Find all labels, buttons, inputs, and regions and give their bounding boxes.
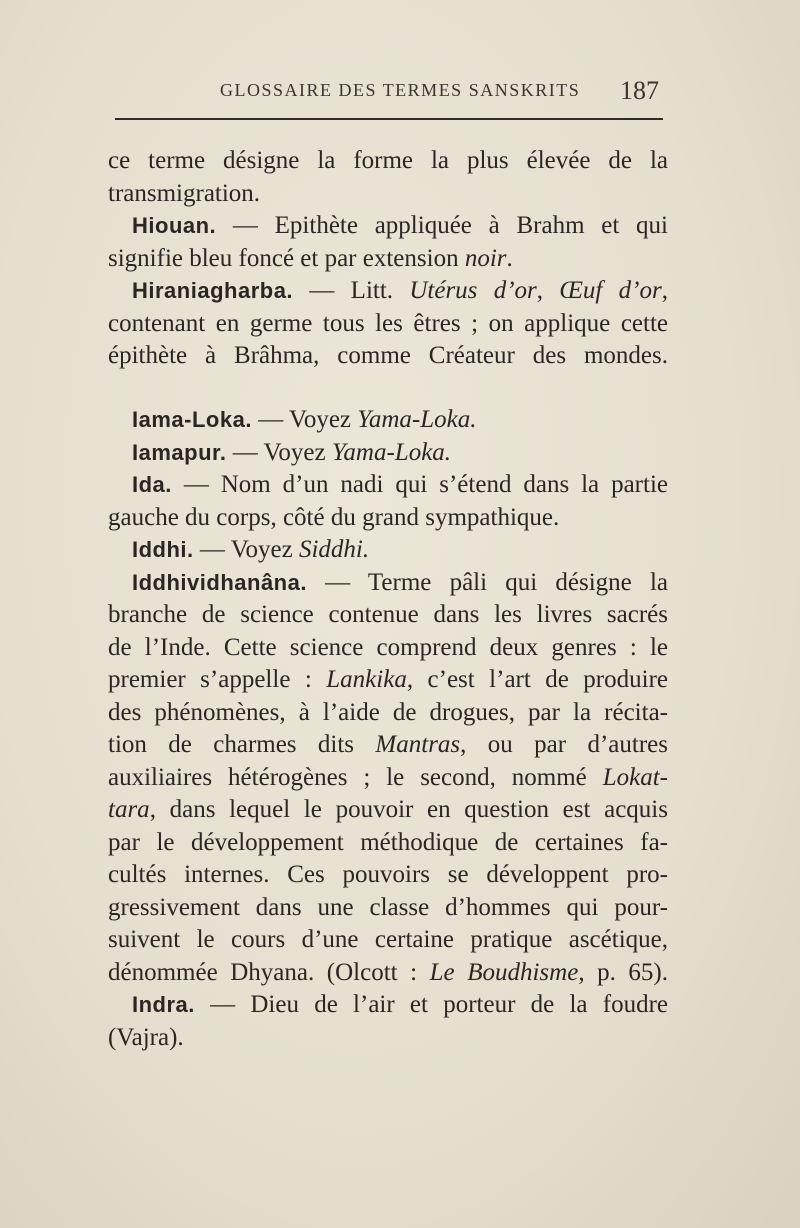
entry-hiouan: Hiouan. — Epithète appliquée à Brahm et qui: [132, 212, 668, 239]
text-line: par le développement méthodique de certaines fa-: [108, 828, 668, 856]
text-line: épithète à Brâhma, comme Créateur des mondes.: [108, 342, 668, 369]
headword: Iamapur.: [132, 439, 227, 465]
headword: Hiouan.: [132, 213, 217, 238]
text-line: cultés internes. Ces pouvoirs se développent pro-: [108, 861, 668, 888]
entry-iama-loka: Iama-Loka. — Voyez Yama-Loka.: [132, 406, 477, 433]
text-line: gressivement dans une classe d’hommes qui pour-: [108, 893, 668, 921]
headword: Indra.: [132, 992, 195, 1017]
text-line: tion de charmes dits Mantras, ou par d’autres: [108, 731, 668, 758]
entry-hiraniagharba: Hiraniagharba. — Litt. Utérus d’or, Œuf d’or,: [132, 277, 668, 304]
glossary-block-h: [108, 145, 668, 373]
headword: Iddhi.: [132, 537, 194, 562]
text-line: des phénomènes, à l’aide de drogues, par la récita-: [108, 698, 668, 726]
text-line: dénommée Dhyana. (Olcott : Le Boudhisme, p. 65).: [108, 958, 668, 986]
text-line: transmigration.: [108, 179, 261, 207]
text-line: premier s’appelle : Lankika, c’est l’art de produire: [108, 666, 669, 693]
entry-indra: Indra. — Dieu de l’air et porteur de la foudre: [132, 991, 668, 1018]
header-rule: [115, 118, 663, 120]
text-line: de l’Inde. Cette science comprend deux genres : le: [108, 633, 668, 661]
page-number: 187: [620, 76, 659, 105]
text-line: auxiliaires hétérogènes ; le second, nommé Lokat-: [108, 763, 668, 791]
text-line: tara, dans lequel le pouvoir en question est acquis: [108, 796, 668, 823]
glossary-block-i: [108, 404, 668, 1054]
text-line: suivent le cours d’une certaine pratique ascétique,: [108, 926, 668, 953]
entry-iddhi: Iddhi. — Voyez Siddhi.: [132, 536, 370, 563]
running-head: GLOSSAIRE DES TERMES SANSKRITS: [220, 80, 581, 100]
text-line: contenant en germe tous les êtres ; on applique cette: [108, 309, 668, 337]
entry-iddhividhanana: Iddhividhanâna. — Terme pâli qui désigne la: [132, 568, 668, 596]
text-line: (Vajra).: [108, 1023, 184, 1051]
headword: Iddhividhanâna.: [132, 569, 307, 595]
headword: Hiraniagharba.: [132, 278, 294, 303]
headword: Ida.: [132, 472, 172, 497]
text-line: branche de science contenue dans les livres sacrés: [108, 601, 668, 628]
text-line: ce terme désigne la forme la plus élevée de la: [108, 147, 668, 174]
text-line: gauche du corps, côté du grand sympathique.: [108, 503, 560, 531]
text-line: signifie bleu foncé et par extension noir.: [108, 244, 513, 272]
headword: Iama-Loka.: [132, 407, 252, 432]
entry-iamapur: Iamapur. — Voyez Yama-Loka.: [132, 438, 452, 466]
entry-ida: Ida. — Nom d’un nadi qui s’étend dans la partie: [132, 471, 668, 498]
